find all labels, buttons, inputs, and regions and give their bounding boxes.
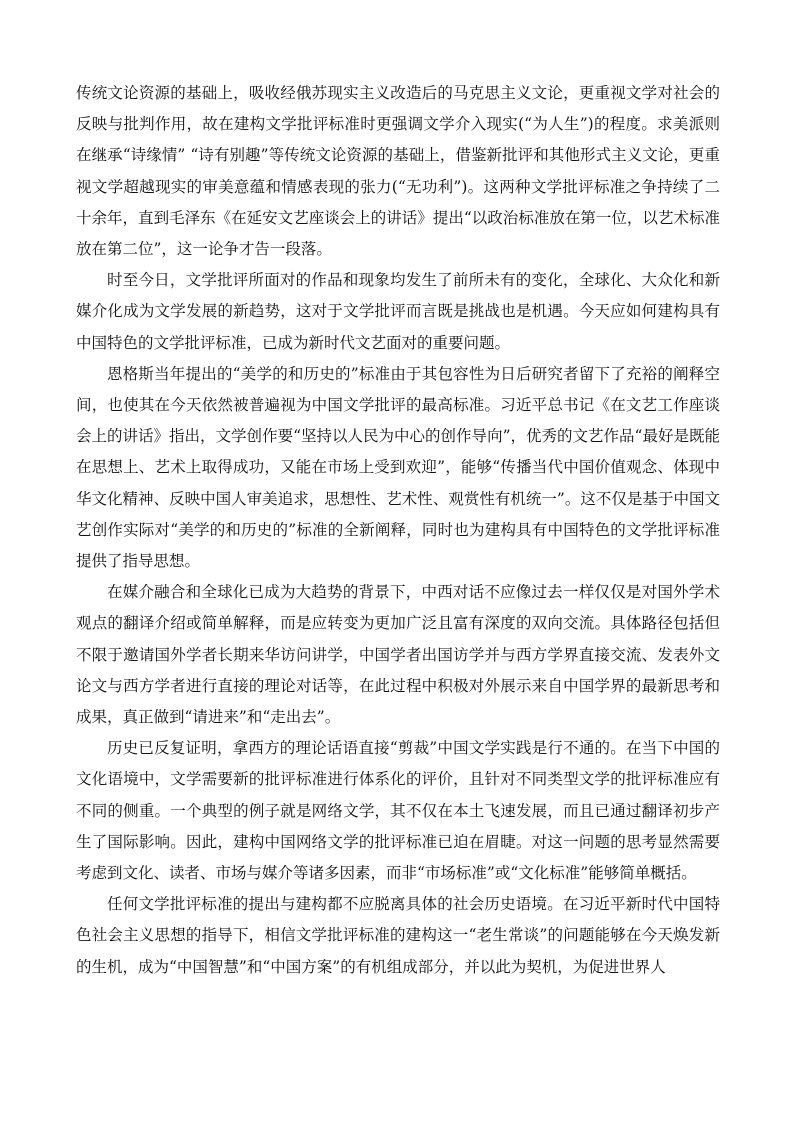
paragraph-5: 历史已反复证明，拿西方的理论话语直接“剪裁”中国文学实践是行不通的。在当下中国的文化语境中，文学需要新的批评标准进行体系化的评价，且针对不同类型文学的批评标准应有不同的侧重。一个典型的例子就是网络文学，其不仅在本土飞速发展，而且已通过翻译初步产生了国际影响。因此，建构中国网络文学的批评标准已迫在眉睫。对这一问题的思考显然需要考虑到文化、读者、市场与媒介等诸多因素，而非“市场标准”或“文化标准”能够简单概括。 — [76, 739, 720, 883]
paragraph-3: 恩格斯当年提出的“美学的和历史的”标准由于其包容性为日后研究者留下了充裕的阐释空间，也使其在今天依然被普遍视为中国文学批评的最高标准。习近平总书记《在文艺工作座谈会上的讲话》指出，文学创作要“坚持以人民为中心的创作导向”，优秀的文艺作品“最好是既能在思想上、艺术上取得成功，又能在市场上受到欢迎”，能够“传播当代中国价值观念、体现中华文化精神、反映中国人审美追求，思想性、艺术性、观赏性有机统一”。这不仅是基于中国文艺创作实际对“美学的和历史的”标准的全新阐释，同时也为建构具有中国特色的文学批评标准提供了指导思想。 — [76, 364, 720, 571]
paragraph-2: 时至今日，文学批评所面对的作品和现象均发生了前所未有的变化，全球化、大众化和新媒介化成为文学发展的新趋势，这对于文学批评而言既是挑战也是机遇。今天应如何建构具有中国特色的文学批评标准，已成为新时代文艺面对的重要问题。 — [76, 271, 720, 352]
paragraph-6: 任何文学批评标准的提出与建构都不应脱离具体的社会历史语境。在习近平新时代中国特色社会主义思想的指导下，相信文学批评标准的建构这一“老生常谈”的问题能够在今天焕发新的生机，成为“中国智慧”和“中国方案”的有机组成部分，并以此为契机，为促进世界人 — [76, 895, 720, 976]
paragraph-4: 在媒介融合和全球化已成为大趋势的背景下，中西对话不应像过去一样仅仅是对国外学术观点的翻译介绍或简单解释，而是应转变为更加广泛且富有深度的双向交流。具体路径包括但不限于邀请国外学者长期来华访问讲学，中国学者出国访学并与西方学界直接交流、发表外文论文与西方学者进行直接的理论对话等，在此过程中积极对外展示来自中国学界的最新思考和成果，真正做到“请进来”和“走出去”。 — [76, 583, 720, 727]
paragraph-1: 传统文论资源的基础上，吸收经俄苏现实主义改造后的马克思主义文论，更重视文学对社会的反映与批判作用，故在建构文学批评标准时更强调文学介入现实(“为人生”)的程度。求美派则在继承“诗缘情” “诗有别趣”等传统文论资源的基础上，借鉴新批评和其他形式主义文论，更重视文学超越现实的审美意蕴和情感表现的张力(“无功利”)。这两种文学批评标准之争持续了二十余年，直到毛泽东《在延安文艺座谈会上的讲话》提出“以政治标准放在第一位，以艺术标准放在第二位”，这一论争才告一段落。 — [76, 84, 720, 259]
document-body — [76, 78, 720, 983]
